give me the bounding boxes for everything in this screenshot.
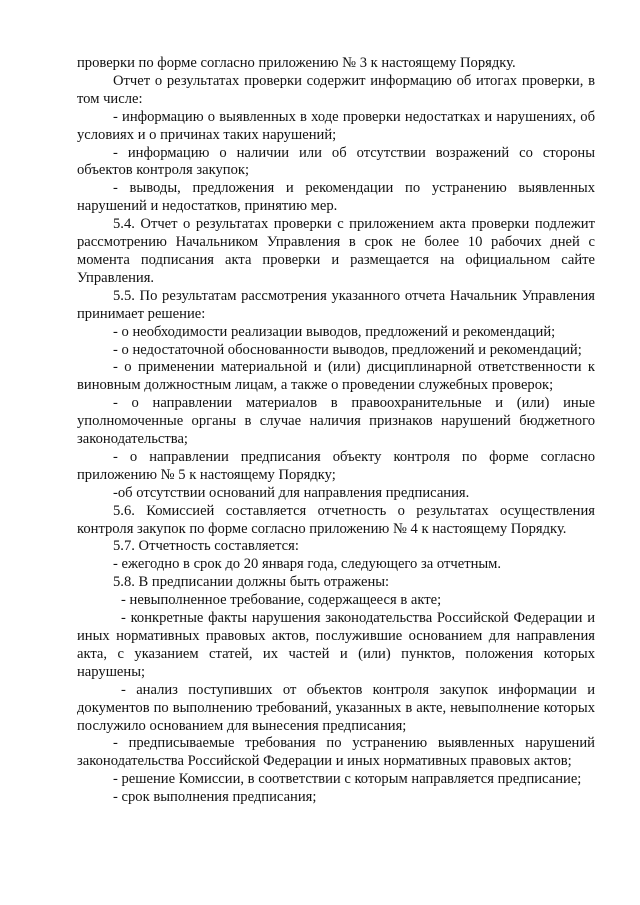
list-item-1: - информацию о выявленных в ходе проверки недостатках и нарушениях, об условиях и о причинах таких нарушений; (77, 108, 595, 143)
list-item-15: - решение Комиссии, в соответствии с которым направляется предписание; (113, 771, 582, 788)
list-item-3: - выводы, предложения и рекомендации по устранению выявленных нарушений и недостатков, принятию мер. (77, 180, 595, 215)
list-item-12: - конкретные факты нарушения законодательства Российской Федерации и иных нормативных правовых актов, послужившие основанием для направления акта, с указанием статей, их частей и (или) пунктов, положения которых нарушены; (77, 610, 595, 680)
section-5-6: 5.6. Комиссией составляется отчетность о результатах осуществления контроля закупок по форме согласно приложению № 4 к настоящему Порядку. (77, 502, 595, 537)
list-item-13: - анализ поступивших от объектов контроля закупок информации и документов по выполнению требований, указанных в акте, невыполнение которых послужило основанием для вынесения предписания; (77, 681, 595, 734)
list-item-14: - предписываемые требования по устранению выявленных нарушений законодательства Российской Федерации и иных нормативных правовых актов; (77, 735, 595, 770)
list-item-2: - информацию о наличии или об отсутствии возражений со стороны объектов контроля закупок; (77, 144, 595, 179)
paragraph-1: проверки по форме согласно приложению № 3 к настоящему Порядку. (77, 55, 516, 71)
list-item-16: - срок выполнения предписания; (113, 789, 317, 806)
list-item-5: - о недостаточной обоснованности выводов, предложений и рекомендаций; (113, 341, 582, 358)
list-item-9: -об отсутствии оснований для направления предписания. (113, 484, 470, 501)
section-5-5: 5.5. По результатам рассмотрения указанного отчета Начальник Управления принимает решение: (77, 287, 595, 322)
list-item-4: - о необходимости реализации выводов, предложений и рекомендаций; (113, 323, 556, 340)
section-5-8: 5.8. В предписании должны быть отражены: (113, 574, 390, 591)
paragraph-2: Отчет о результатах проверки содержит информацию об итогах проверки, в том числе: (77, 72, 595, 107)
list-item-10: - ежегодно в срок до 20 января года, следующего за отчетным. (113, 556, 502, 573)
list-item-7: - о направлении материалов в правоохранительные и (или) иные уполномоченные органы в случае наличия признаков нарушений бюджетного законодательства; (77, 395, 595, 448)
section-5-4: 5.4. Отчет о результатах проверки с приложением акта проверки подлежит рассмотрению Начальником Управления в срок не более 10 рабочих дней с момента подписания акта проверки и размещается на официальном сайте Управления. (77, 216, 595, 286)
list-item-8: - о направлении предписания объекту контроля по форме согласно приложению № 5 к настоящему Порядку; (77, 448, 595, 483)
list-item-6: - о применении материальной и (или) дисциплинарной ответственности к виновным должностным лицам, а также о проведении служебных проверок; (77, 359, 595, 394)
list-item-11: - невыполненное требование, содержащееся в акте; (121, 592, 442, 609)
section-5-7: 5.7. Отчетность составляется: (113, 538, 299, 555)
document-page (77, 55, 595, 807)
